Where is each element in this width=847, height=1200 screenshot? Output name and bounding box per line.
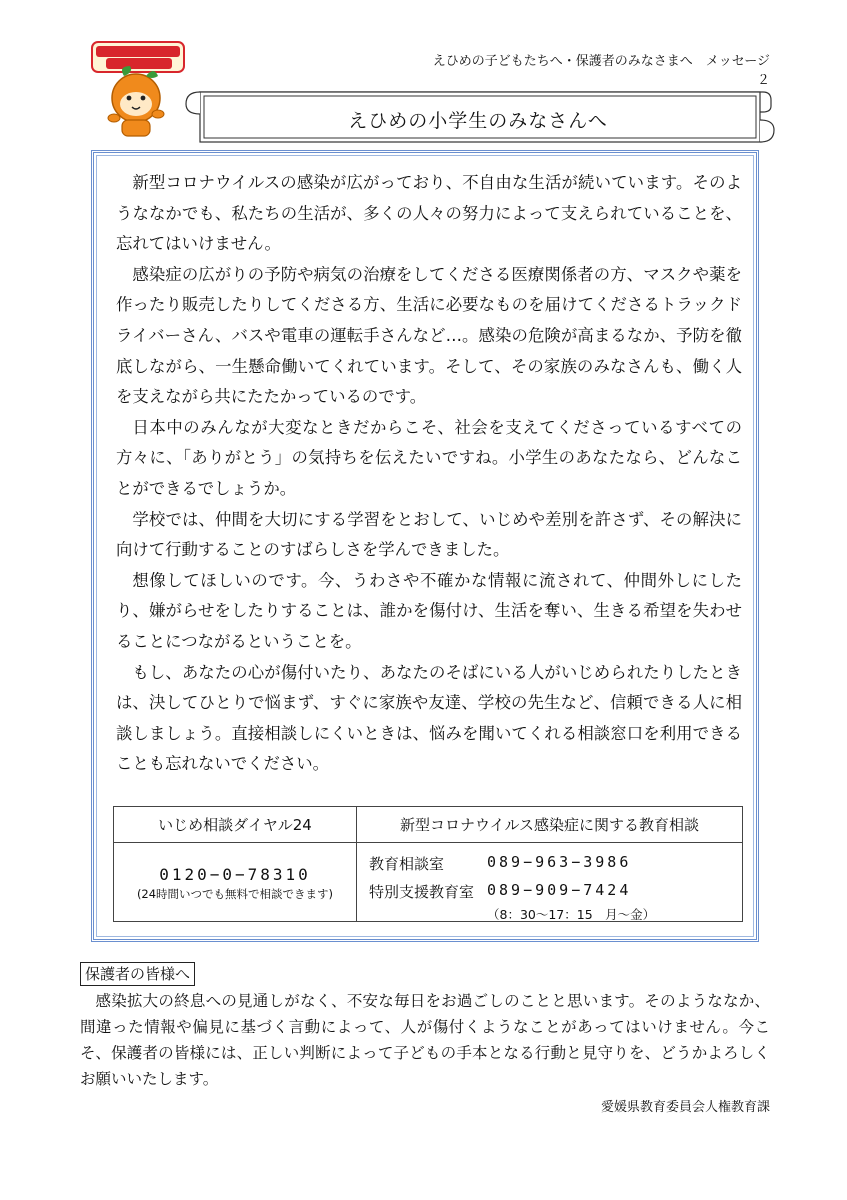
bullying-hotline-note: (24時間いつでも無料で相談できます) <box>136 887 334 901</box>
bullying-hotline-heading: いじめ相談ダイヤル24 <box>114 807 357 843</box>
contact-row <box>369 853 632 874</box>
mascot-character <box>108 66 164 136</box>
office-phone[interactable]: 089−909−7424 <box>487 881 632 899</box>
office-name: 教育相談室 <box>369 855 445 873</box>
office-phone[interactable]: 089−963−3986 <box>487 853 632 871</box>
covid-consultation-cell <box>357 843 742 921</box>
contact-row <box>369 881 632 902</box>
logo-badge <box>92 42 184 72</box>
series-note: えひめの子どもたちへ・保護者のみなさまへ メッセージ２ <box>432 54 770 88</box>
message-paragraph: 日本中のみんなが大変なときだからこそ、社会を支えてくださっているすべての方々に、「ありがとう」の気持ちを伝えたいですね。小学生のあなたなら、どんなことができるでしょうか。 <box>116 417 742 498</box>
message-body <box>116 168 742 780</box>
message-paragraph: もし、あなたの心が傷付いたり、あなたのそばにいる人がいじめられたりしたときは、決してひとりで悩まず、すぐに家族や友達、学校の先生など、信頼できる人に相談しましょう。直接相談しにくいときは、悩みを聞いてくれる相談窓口を利用できることも忘れないでください。 <box>116 662 742 774</box>
message-paragraph: 感染症の広がりの予防や病気の治療をしてくださる医療関係者の方、マスクや薬を作ったり販売したりしてくださる方、生活に必要なものを届けてくださるトラックドライバーさん、バスや電車の運転手さんなど…。感染の危険が高まるなか、予防を徹底しながら、一生懸命働いてくれています。そして、その家族のみなさんも、働く人を支えながら共にたたかっているのです。 <box>116 264 742 407</box>
covid-consultation-heading: 新型コロナウイルス感染症に関する教育相談 <box>357 807 742 843</box>
parents-heading: 保護者の皆様へ <box>80 962 195 986</box>
message-paragraph: 想像してほしいのです。今、うわさや不確かな情報に流されて、仲間外しにしたり、嫌がらせをしたりすることは、誰かを傷付け、生活を奪い、生きる希望を失わせることにつながるということを。 <box>116 570 742 651</box>
office-name: 特別支援教育室 <box>369 883 475 901</box>
parents-message: 感染拡大の終息への見通しがなく、不安な毎日をお過ごしのことと思います。そのようななか、間違った情報や偏見に基づく言動によって、人が傷付くようなことがあってはいけません。今こそ、保護者の皆様には、正しい判断によって子どもの手本となる行動と見守りを、どうかよろしくお願いいたします。 <box>80 992 770 1088</box>
bullying-hotline-cell <box>114 843 357 921</box>
message-paragraph: 学校では、仲間を大切にする学習をとおして、いじめや差別を許さず、その解決に向けて行動することのすばらしさを学んできました。 <box>116 509 742 560</box>
office-hours: （8：30〜17：15 月〜金） <box>487 907 656 922</box>
contact-table <box>113 806 743 922</box>
bullying-hotline-number[interactable]: 0120−0−78310 <box>159 865 311 884</box>
issuer-signature: 愛媛県教育委員会人権教育課 <box>600 1100 770 1115</box>
message-paragraph: 新型コロナウイルスの感染が広がっており、不自由な生活が続いています。そのようななかでも、私たちの生活が、多くの人々の努力によって支えられていることを、忘れてはいけません。 <box>116 173 742 254</box>
banner-title: えひめの小学生のみなさんへ <box>348 110 608 132</box>
